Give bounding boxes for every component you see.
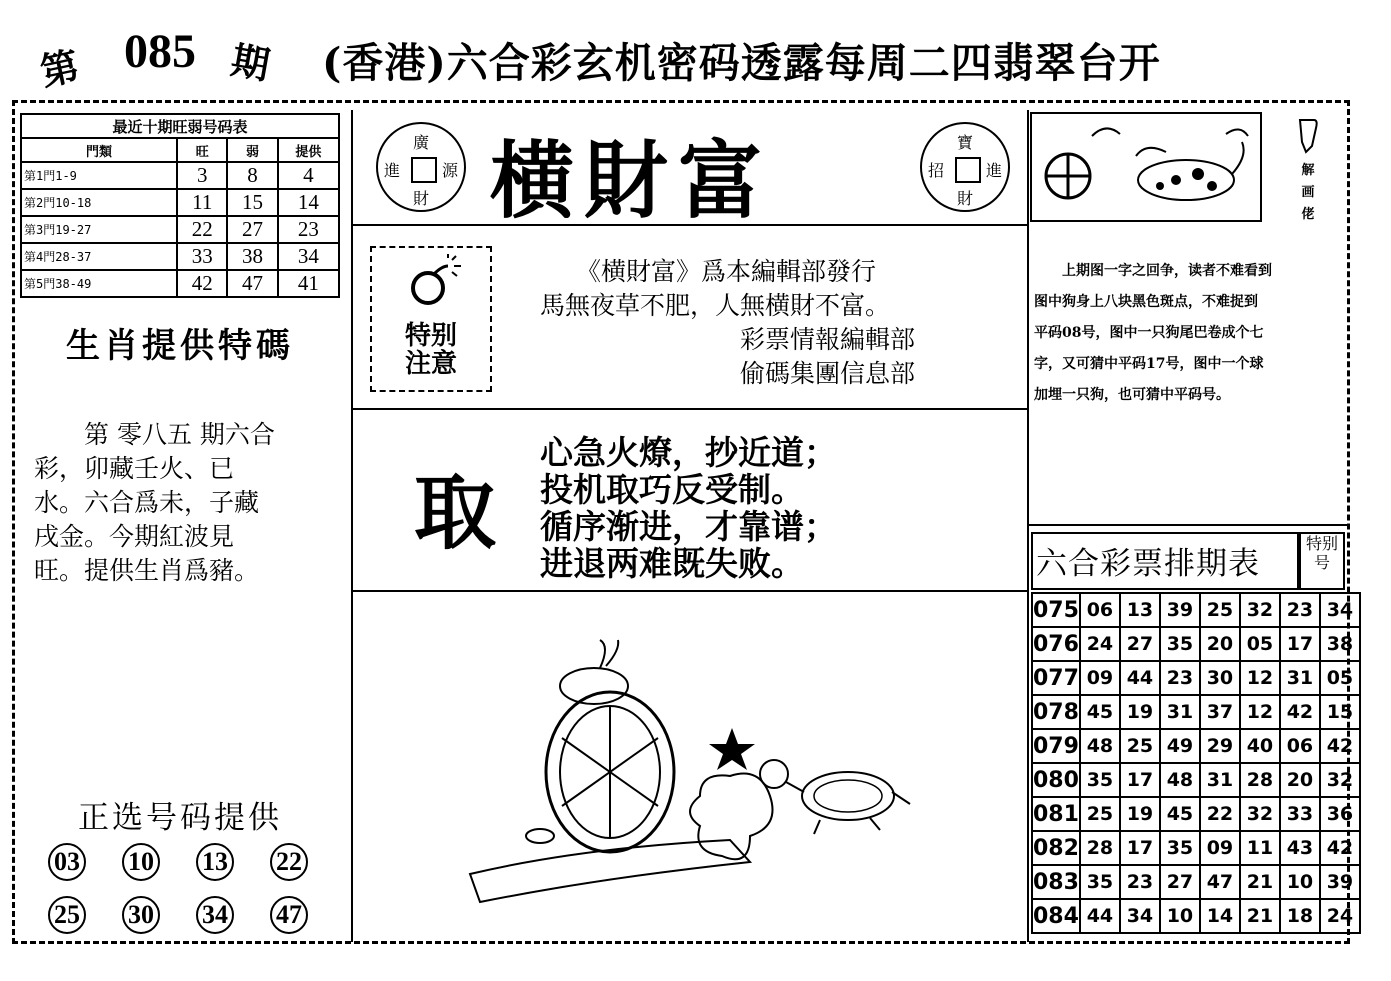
schedule-number: 17: [1120, 831, 1160, 865]
number-ball: 34: [196, 896, 234, 934]
illustration-image: [460, 636, 920, 906]
notice-label: [370, 322, 492, 378]
schedule-number: 31: [1160, 695, 1200, 729]
schedule-number: 09: [1200, 831, 1240, 865]
schedule-number: 17: [1280, 627, 1320, 661]
schedule-number: 06: [1080, 593, 1120, 627]
notice-line-4: 偷碼集團信息部: [740, 359, 916, 388]
schedule-number: 22: [1200, 797, 1240, 831]
schedule-special-number: 34: [1320, 593, 1360, 627]
schedule-number: 19: [1120, 695, 1160, 729]
table-row: [1032, 899, 1360, 933]
header-di: 第: [36, 42, 83, 95]
schedule-period: 083: [1032, 865, 1080, 899]
schedule-special-number: 36: [1320, 797, 1360, 831]
schedule-number: 35: [1160, 627, 1200, 661]
schedule-number: 23: [1160, 661, 1200, 695]
schedule-number: 33: [1280, 797, 1320, 831]
schedule-special-number: 32: [1320, 763, 1360, 797]
table-row: [1032, 729, 1360, 763]
riddle-picture-image: [1036, 116, 1258, 218]
wang-value: 33: [177, 243, 227, 270]
table-row: [21, 243, 339, 270]
schedule-number: 09: [1080, 661, 1120, 695]
schedule-number: 43: [1280, 831, 1320, 865]
schedule-number: 11: [1240, 831, 1280, 865]
schedule-number: 35: [1080, 763, 1120, 797]
schedule-number: 39: [1160, 593, 1200, 627]
ti-value: 4: [278, 162, 339, 189]
riddle-line: 字，又可猜中平码17号，图中一个球: [1034, 356, 1264, 372]
schedule-number: 44: [1120, 661, 1160, 695]
schedule-special-number: 05: [1320, 661, 1360, 695]
poem: [540, 434, 837, 582]
wang-header-ti: 提供: [278, 138, 339, 162]
issue-number: 085: [124, 25, 196, 78]
wang-header-ruo: 弱: [227, 138, 277, 162]
schedule-number: 34: [1120, 899, 1160, 933]
coin-left-icon: [376, 122, 466, 212]
wang-value: 42: [177, 270, 227, 297]
schedule-number: 45: [1160, 797, 1200, 831]
coin-char: 進: [986, 161, 1003, 180]
table-row: [21, 189, 339, 216]
schedule-number: 45: [1080, 695, 1120, 729]
divider-riddle: [1027, 524, 1347, 526]
ruo-value: 8: [227, 162, 277, 189]
number-ball: 30: [122, 896, 160, 934]
wang-header-wang: 旺: [177, 138, 227, 162]
schedule-special-number: 15: [1320, 695, 1360, 729]
coin-char: 財: [413, 189, 430, 208]
schedule-number: 35: [1160, 831, 1200, 865]
schedule-number: 42: [1280, 695, 1320, 729]
notice-label-line: 特别: [404, 321, 457, 351]
table-row: [21, 270, 339, 297]
table-row: [21, 162, 339, 189]
schedule-number: 25: [1200, 593, 1240, 627]
table-row: [1032, 627, 1360, 661]
schedule-number: 23: [1120, 865, 1160, 899]
number-ball: 13: [196, 843, 234, 881]
schedule-number: 31: [1280, 661, 1320, 695]
pointing-hand-icon: [1294, 116, 1322, 156]
divider-poem: [351, 590, 1027, 592]
coin-char: 廣: [413, 133, 430, 152]
notice-line-2: 馬無夜草不肥，人無横財不富。: [540, 291, 891, 320]
table-row: [1032, 797, 1360, 831]
notice-label-line: 注意: [404, 349, 457, 379]
schedule-number: 49: [1160, 729, 1200, 763]
row-label: 第3門19-27: [21, 216, 177, 243]
ti-value: 14: [278, 189, 339, 216]
schedule-number: 18: [1280, 899, 1320, 933]
schedule-number: 32: [1240, 797, 1280, 831]
schedule-number: 27: [1160, 865, 1200, 899]
poem-line: 心急火燎，抄近道；: [540, 433, 837, 472]
schedule-number: 27: [1120, 627, 1160, 661]
table-row: [1032, 865, 1360, 899]
schedule-number: 10: [1280, 865, 1320, 899]
schedule-number: 24: [1080, 627, 1120, 661]
zodiac-title: 生肖提供特碼: [66, 326, 294, 366]
schedule-number: 13: [1120, 593, 1160, 627]
ruo-value: 27: [227, 216, 277, 243]
ruo-value: 47: [227, 270, 277, 297]
zodiac-text: [34, 418, 324, 588]
zodiac-line: 旺。提供生肖爲豬。: [34, 556, 260, 585]
header-qi: 期: [227, 36, 274, 88]
jie-hua-lao-label: 解画佬: [1301, 163, 1315, 222]
coin-char: 財: [957, 189, 974, 208]
schedule-number: 06: [1280, 729, 1320, 763]
schedule-period: 076: [1032, 627, 1080, 661]
schedule-period: 084: [1032, 899, 1080, 933]
schedule-number: 17: [1120, 763, 1160, 797]
zhengxuan-title: 正选号码提供: [78, 800, 282, 836]
schedule-title: 六合彩票排期表: [1036, 546, 1260, 582]
header-title: (香港)六合彩玄机密码透露每周二四翡翠台开: [322, 39, 1161, 87]
schedule-period: 082: [1032, 831, 1080, 865]
row-label: 第2門10-18: [21, 189, 177, 216]
row-label: 第5門38-49: [21, 270, 177, 297]
schedule-period: 079: [1032, 729, 1080, 763]
table-row: [1032, 763, 1360, 797]
schedule-number: 35: [1080, 865, 1120, 899]
wang-value: 3: [177, 162, 227, 189]
notice-line-3: 彩票情報編輯部: [740, 325, 916, 354]
wang-value: 11: [177, 189, 227, 216]
poem-line: 循序渐进，才靠谱；: [540, 507, 837, 546]
zodiac-line: 水。六合爲未，子藏: [34, 488, 260, 517]
schedule-number: 19: [1120, 797, 1160, 831]
divider-left: [351, 110, 353, 942]
schedule-number: 21: [1240, 899, 1280, 933]
number-ball: 25: [48, 896, 86, 934]
table-row: [21, 216, 339, 243]
schedule-number: 12: [1240, 695, 1280, 729]
riddle-line: 平码08号，图中一只狗尾巴卷成个七: [1034, 325, 1264, 341]
divider-notice: [351, 408, 1027, 410]
coin-char: 進: [384, 161, 401, 180]
coin-char: 招: [928, 161, 945, 180]
wang-ruo-table: [20, 113, 340, 298]
schedule-number: 25: [1080, 797, 1120, 831]
schedule-number: 37: [1200, 695, 1240, 729]
schedule-period: 080: [1032, 763, 1080, 797]
row-label: 第4門28-37: [21, 243, 177, 270]
table-row: [1032, 593, 1360, 627]
table-row: [1032, 661, 1360, 695]
coin-char: 源: [442, 161, 459, 180]
table-row: [1032, 831, 1360, 865]
schedule-special-number: 42: [1320, 831, 1360, 865]
zodiac-line: 彩，卯藏壬火、已: [34, 454, 235, 483]
schedule-number: 05: [1240, 627, 1280, 661]
table-row: [1032, 695, 1360, 729]
schedule-number: 23: [1280, 593, 1320, 627]
schedule-special-number: 39: [1320, 865, 1360, 899]
riddle-line: 图中狗身上八块黑色斑点，不难捉到: [1034, 294, 1258, 310]
riddle-line: 加埋一只狗，也可猜中平码号。: [1034, 387, 1230, 403]
wang-value: 22: [177, 216, 227, 243]
schedule-number: 28: [1240, 763, 1280, 797]
wang-header-category: 門類: [21, 138, 177, 162]
schedule-period: 075: [1032, 593, 1080, 627]
schedule-period: 081: [1032, 797, 1080, 831]
riddle-line: 上期图一字之回争，读者不难看到: [1062, 263, 1272, 279]
schedule-special-number: 38: [1320, 627, 1360, 661]
schedule-number: 28: [1080, 831, 1120, 865]
notice-line-1: 《横財富》爲本編輯部發行: [576, 257, 877, 286]
coin-right-icon: [920, 122, 1010, 212]
schedule-table: [1031, 592, 1361, 934]
schedule-number: 21: [1240, 865, 1280, 899]
schedule-number: 47: [1200, 865, 1240, 899]
schedule-number: 48: [1160, 763, 1200, 797]
schedule-number: 31: [1200, 763, 1240, 797]
poem-line: 投机取巧反受制。: [540, 470, 804, 509]
schedule-number: 20: [1200, 627, 1240, 661]
schedule-period: 077: [1032, 661, 1080, 695]
schedule-number: 44: [1080, 899, 1120, 933]
schedule-number: 20: [1280, 763, 1320, 797]
zodiac-line: 戌金。今期紅波見: [34, 522, 235, 551]
coin-char: 寶: [957, 133, 974, 152]
schedule-number: 14: [1200, 899, 1240, 933]
number-ball: 03: [48, 843, 86, 881]
schedule-number: 25: [1120, 729, 1160, 763]
schedule-number: 40: [1240, 729, 1280, 763]
schedule-number: 48: [1080, 729, 1120, 763]
schedule-number: 10: [1160, 899, 1200, 933]
row-label: 第1門1-9: [21, 162, 177, 189]
bomb-icon: [404, 254, 464, 310]
ti-value: 41: [278, 270, 339, 297]
wang-table-caption: 最近十期旺弱号码表: [21, 114, 339, 138]
schedule-period: 078: [1032, 695, 1080, 729]
ruo-value: 38: [227, 243, 277, 270]
number-ball: 22: [270, 843, 308, 881]
schedule-special-label: 特别号: [1305, 534, 1338, 572]
schedule-number: 12: [1240, 661, 1280, 695]
schedule-number: 32: [1240, 593, 1280, 627]
schedule-special-number: 24: [1320, 899, 1360, 933]
poem-line: 进退两难既失败。: [540, 544, 804, 583]
schedule-number: 29: [1200, 729, 1240, 763]
schedule-number: 30: [1200, 661, 1240, 695]
divider-right: [1027, 110, 1029, 942]
riddle-text: [1034, 256, 1346, 411]
ti-value: 34: [278, 243, 339, 270]
number-ball: 47: [270, 896, 308, 934]
schedule-special-number: 42: [1320, 729, 1360, 763]
ruo-value: 15: [227, 189, 277, 216]
poem-char: 取: [414, 466, 497, 561]
number-ball: 10: [122, 843, 160, 881]
ti-value: 23: [278, 216, 339, 243]
zodiac-line: 第 零八五 期六合: [84, 420, 275, 449]
brand-title: 横財富: [490, 131, 773, 230]
